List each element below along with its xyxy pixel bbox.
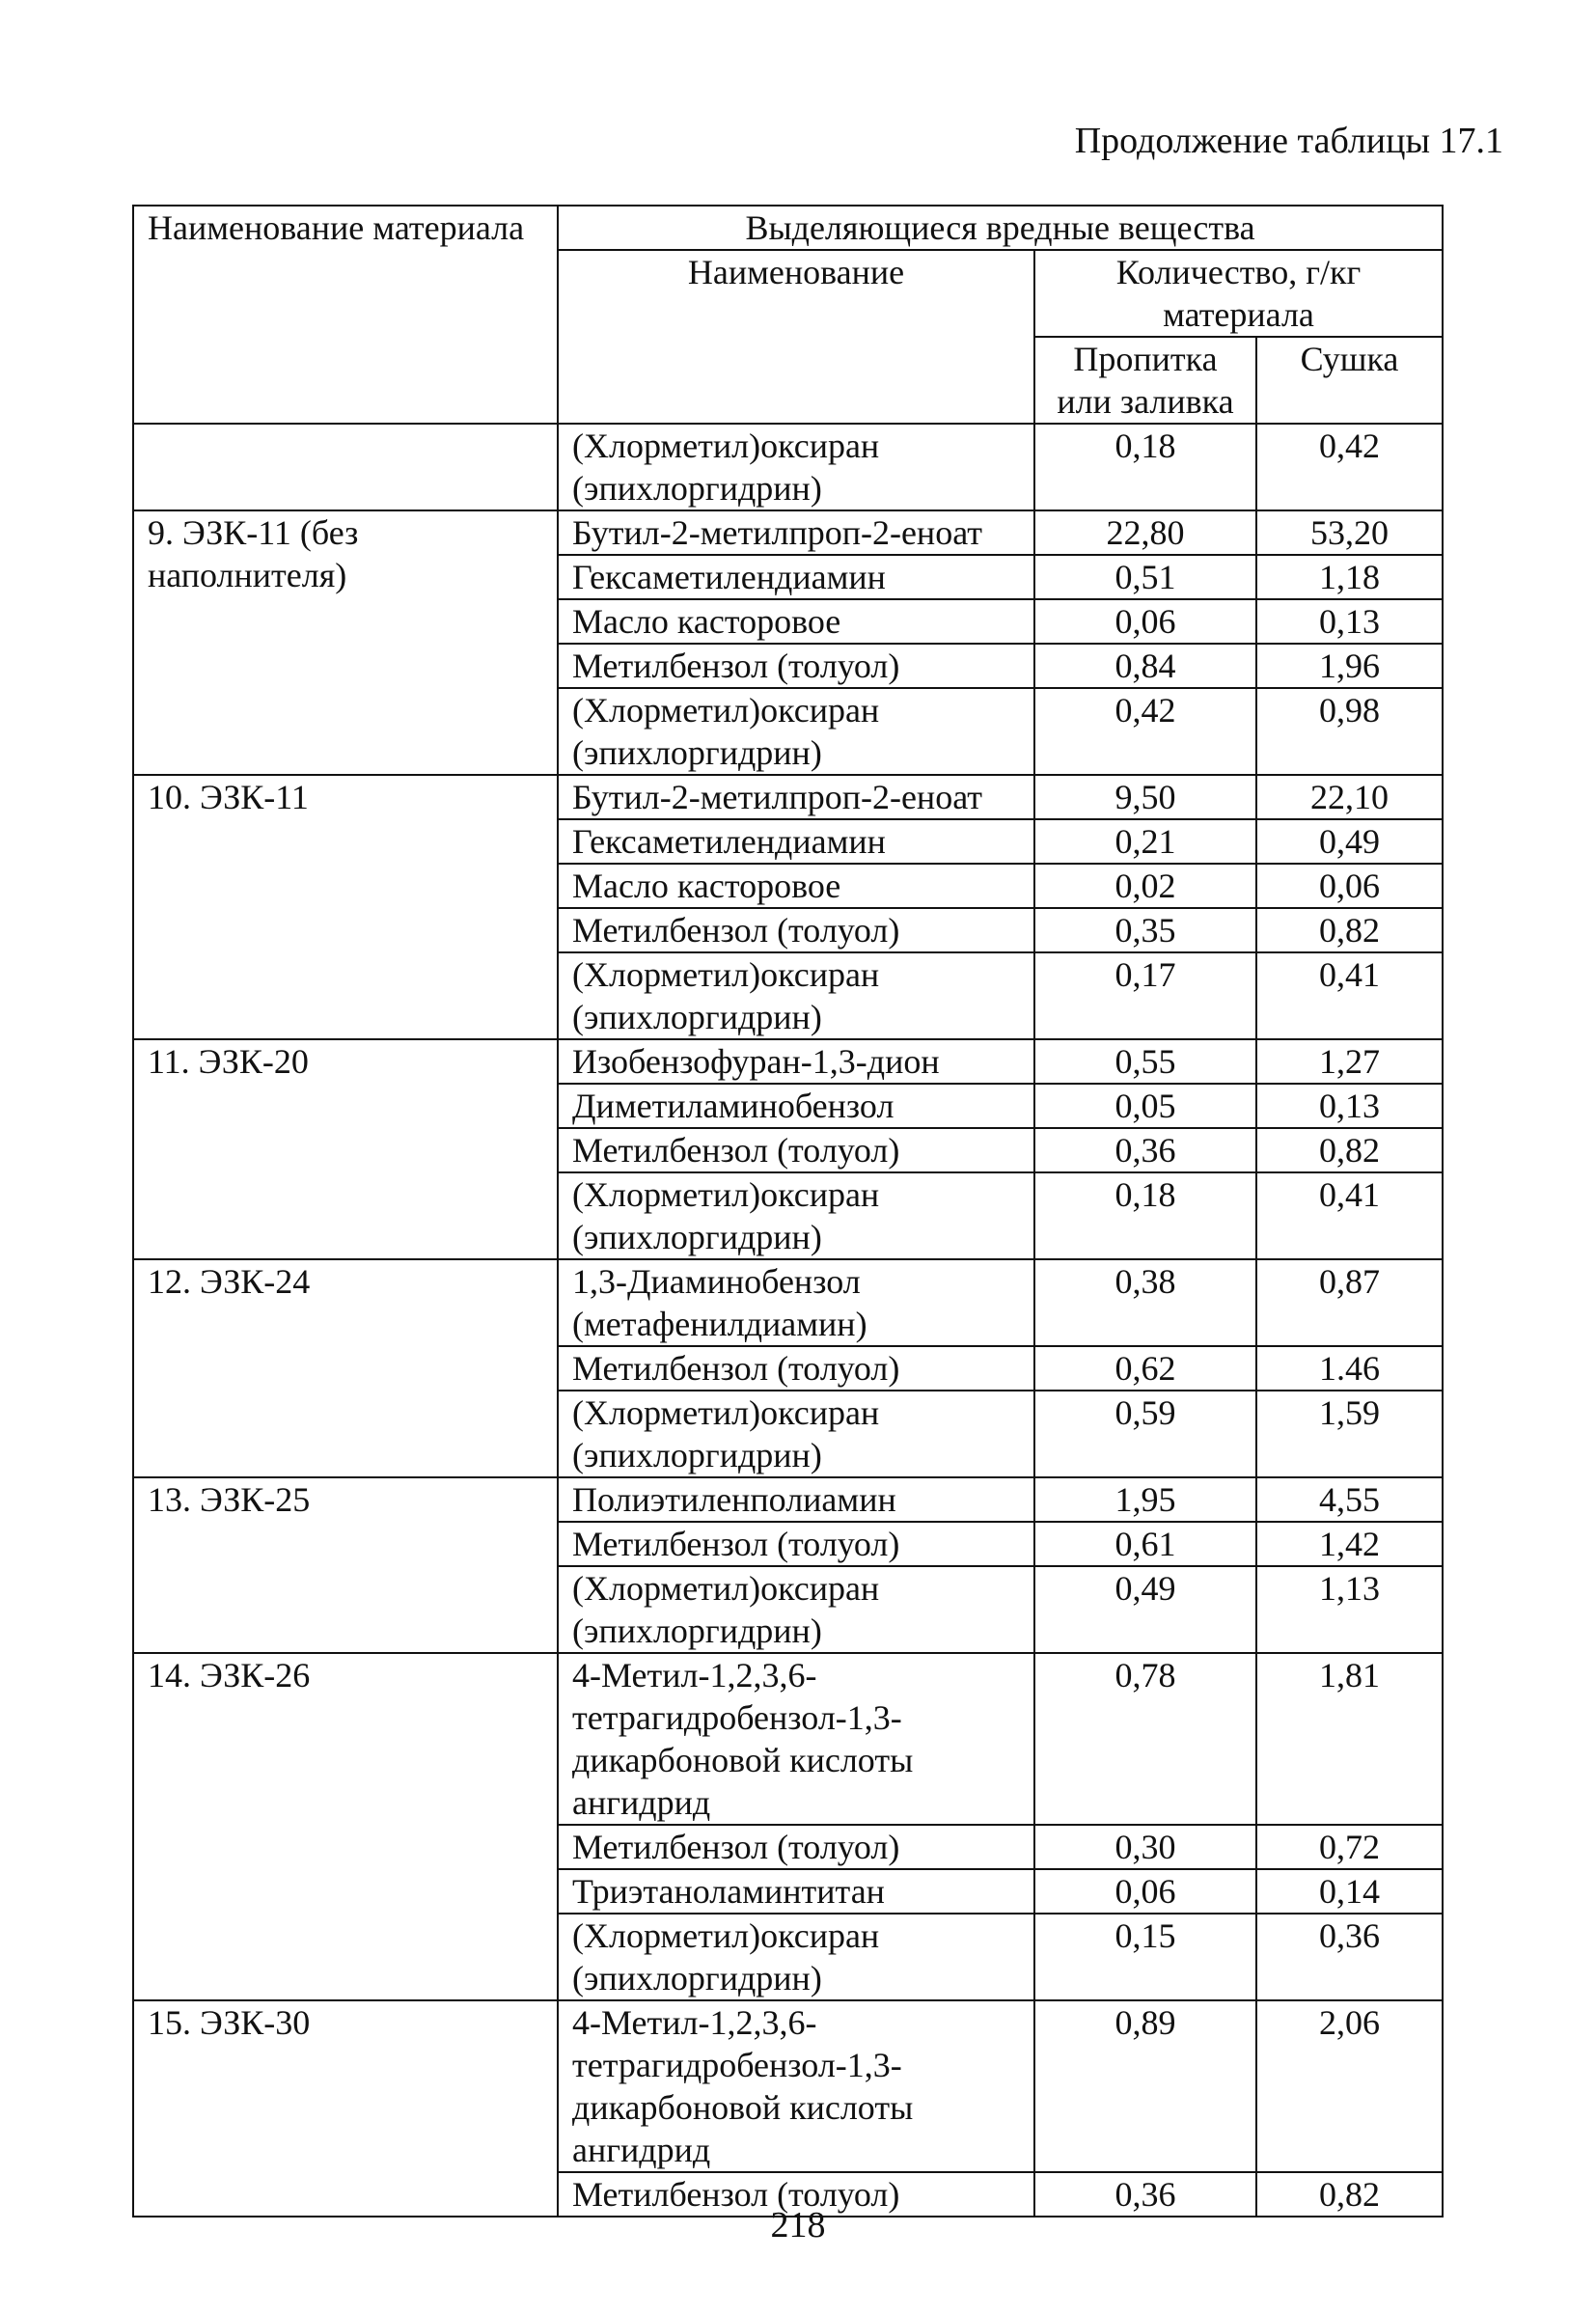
impregnation-value: 0,30	[1034, 1825, 1256, 1869]
table-row	[133, 424, 1443, 510]
substance-cell: Бутил-2-метилпроп-2-еноат	[558, 510, 1034, 555]
substance-cell: Изобензофуран-1,3-дион	[558, 1039, 1034, 1084]
material-cell: 9. ЭЗК-11 (без наполнителя)	[133, 510, 558, 775]
drying-value: 0,13	[1256, 1084, 1443, 1128]
drying-value: 2,06	[1256, 2000, 1443, 2172]
drying-value: 53,20	[1256, 510, 1443, 555]
drying-value: 0,41	[1256, 1172, 1443, 1259]
drying-value: 1.46	[1256, 1346, 1443, 1391]
substance-cell: Метилбензол (толуол)	[558, 2172, 1034, 2217]
drying-value: 4,55	[1256, 1477, 1443, 1522]
drying-value: 0,49	[1256, 819, 1443, 864]
substance-cell: (Хлорметил)оксиран (эпихлоргидрин)	[558, 688, 1034, 775]
material-cell: 10. ЭЗК-11	[133, 775, 558, 1039]
impregnation-value: 0,49	[1034, 1566, 1256, 1653]
material-cell: 11. ЭЗК-20	[133, 1039, 558, 1259]
substance-cell: Масло касторовое	[558, 864, 1034, 908]
drying-value: 0,14	[1256, 1869, 1443, 1914]
impregnation-value: 9,50	[1034, 775, 1256, 819]
drying-value: 22,10	[1256, 775, 1443, 819]
substance-cell: Метилбензол (толуол)	[558, 644, 1034, 688]
header-impregnation: Пропитка или заливка	[1034, 337, 1256, 424]
impregnation-value: 0,84	[1034, 644, 1256, 688]
header-drying: Сушка	[1256, 337, 1443, 424]
table-row	[133, 1477, 1443, 1522]
substance-cell: (Хлорметил)оксиран (эпихлоргидрин)	[558, 1566, 1034, 1653]
substance-cell: (Хлорметил)оксиран (эпихлоргидрин)	[558, 1914, 1034, 2000]
hazard-table	[132, 205, 1444, 2218]
impregnation-value: 0,35	[1034, 908, 1256, 952]
drying-value: 0,72	[1256, 1825, 1443, 1869]
table-row	[133, 1653, 1443, 1825]
impregnation-value: 0,05	[1034, 1084, 1256, 1128]
material-cell: 12. ЭЗК-24	[133, 1259, 558, 1477]
impregnation-value: 0,38	[1034, 1259, 1256, 1346]
impregnation-value: 0,17	[1034, 952, 1256, 1039]
substance-cell: Метилбензол (толуол)	[558, 908, 1034, 952]
substance-cell: Метилбензол (толуол)	[558, 1346, 1034, 1391]
substance-cell: Гексаметилендиамин	[558, 819, 1034, 864]
material-cell	[133, 424, 558, 510]
table-body	[133, 424, 1443, 2217]
drying-value: 0,82	[1256, 1128, 1443, 1172]
substance-cell: 4-Метил-1,2,3,6-тетрагидробензол-1,3-дикарбоновой кислоты ангидрид	[558, 2000, 1034, 2172]
substance-cell: 4-Метил-1,2,3,6-тетрагидробензол-1,3-дикарбоновой кислоты ангидрид	[558, 1653, 1034, 1825]
substance-cell: (Хлорметил)оксиран (эпихлоргидрин)	[558, 424, 1034, 510]
substance-cell: (Хлорметил)оксиран (эпихлоргидрин)	[558, 1391, 1034, 1477]
header-substances: Выделяющиеся вредные вещества	[558, 206, 1443, 250]
drying-value: 1,81	[1256, 1653, 1443, 1825]
header-substance-name: Наименование	[558, 250, 1034, 424]
drying-value: 0,98	[1256, 688, 1443, 775]
table-row	[133, 1259, 1443, 1346]
impregnation-value: 0,21	[1034, 819, 1256, 864]
impregnation-value: 0,55	[1034, 1039, 1256, 1084]
table-row	[133, 2000, 1443, 2172]
drying-value: 0,06	[1256, 864, 1443, 908]
material-cell: 14. ЭЗК-26	[133, 1653, 558, 2000]
impregnation-value: 0,06	[1034, 1869, 1256, 1914]
table-row	[133, 775, 1443, 819]
impregnation-value: 22,80	[1034, 510, 1256, 555]
impregnation-value: 1,95	[1034, 1477, 1256, 1522]
substance-cell: Масло касторовое	[558, 599, 1034, 644]
substance-cell: Полиэтиленполиамин	[558, 1477, 1034, 1522]
material-cell: 15. ЭЗК-30	[133, 2000, 558, 2217]
impregnation-value: 0,42	[1034, 688, 1256, 775]
substance-cell: Бутил-2-метилпроп-2-еноат	[558, 775, 1034, 819]
drying-value: 1,27	[1256, 1039, 1443, 1084]
drying-value: 0,87	[1256, 1259, 1443, 1346]
substance-cell: (Хлорметил)оксиран (эпихлоргидрин)	[558, 952, 1034, 1039]
impregnation-value: 0,36	[1034, 1128, 1256, 1172]
table-row	[133, 510, 1443, 555]
substance-cell: 1,3-Диаминобензол (метафенилдиамин)	[558, 1259, 1034, 1346]
impregnation-value: 0,18	[1034, 424, 1256, 510]
header-quantity: Количество, г/кг материала	[1034, 250, 1443, 337]
impregnation-value: 0,89	[1034, 2000, 1256, 2172]
drying-value: 1,13	[1256, 1566, 1443, 1653]
impregnation-value: 0,62	[1034, 1346, 1256, 1391]
impregnation-value: 0,51	[1034, 555, 1256, 599]
impregnation-value: 0,78	[1034, 1653, 1256, 1825]
impregnation-value: 0,02	[1034, 864, 1256, 908]
drying-value: 0,82	[1256, 2172, 1443, 2217]
impregnation-value: 0,61	[1034, 1522, 1256, 1566]
impregnation-value: 0,18	[1034, 1172, 1256, 1259]
table-caption: Продолжение таблицы 17.1	[1074, 121, 1503, 161]
substance-cell: (Хлорметил)оксиран (эпихлоргидрин)	[558, 1172, 1034, 1259]
drying-value: 1,18	[1256, 555, 1443, 599]
hazard-table-container	[132, 205, 1442, 2218]
table-header	[133, 206, 1443, 424]
material-cell: 13. ЭЗК-25	[133, 1477, 558, 1653]
drying-value: 1,59	[1256, 1391, 1443, 1477]
drying-value: 1,42	[1256, 1522, 1443, 1566]
substance-cell: Метилбензол (толуол)	[558, 1522, 1034, 1566]
impregnation-value: 0,36	[1034, 2172, 1256, 2217]
drying-value: 0,82	[1256, 908, 1443, 952]
header-material: Наименование материала	[133, 206, 558, 424]
impregnation-value: 0,06	[1034, 599, 1256, 644]
drying-value: 1,96	[1256, 644, 1443, 688]
impregnation-value: 0,15	[1034, 1914, 1256, 2000]
substance-cell: Диметиламинобензол	[558, 1084, 1034, 1128]
substance-cell: Метилбензол (толуол)	[558, 1825, 1034, 1869]
impregnation-value: 0,59	[1034, 1391, 1256, 1477]
drying-value: 0,41	[1256, 952, 1443, 1039]
substance-cell: Триэтаноламинтитан	[558, 1869, 1034, 1914]
drying-value: 0,42	[1256, 424, 1443, 510]
drying-value: 0,13	[1256, 599, 1443, 644]
substance-cell: Гексаметилендиамин	[558, 555, 1034, 599]
drying-value: 0,36	[1256, 1914, 1443, 2000]
table-row	[133, 1039, 1443, 1084]
page-number: 218	[770, 2205, 826, 2245]
substance-cell: Метилбензол (толуол)	[558, 1128, 1034, 1172]
